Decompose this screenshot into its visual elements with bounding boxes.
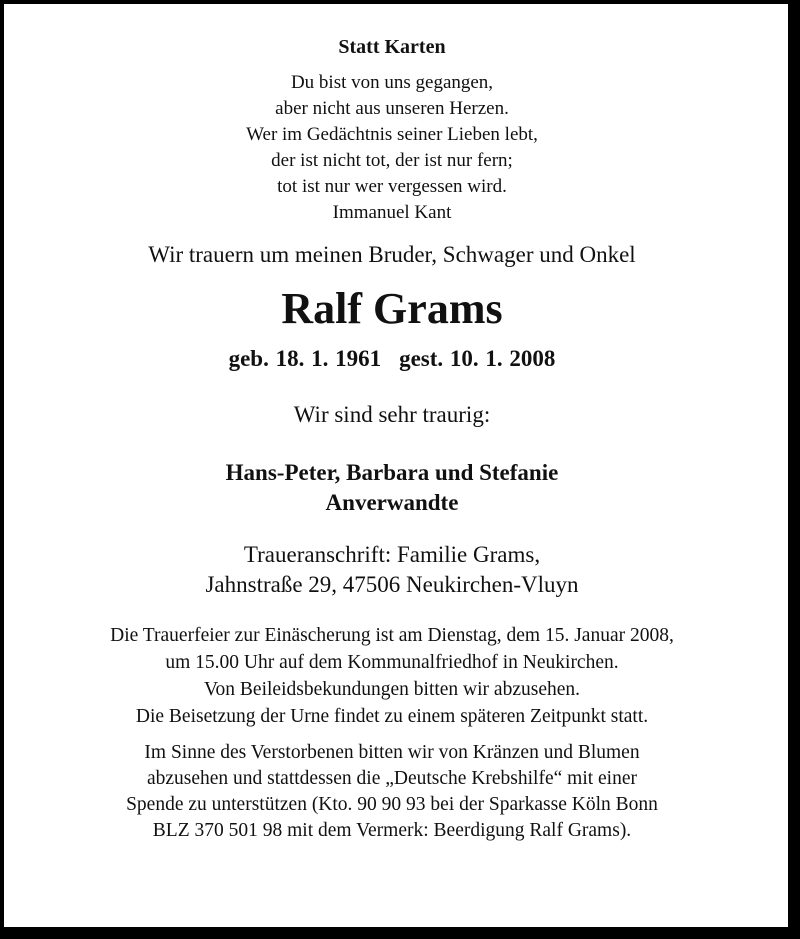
- death-date: gest. 10. 1. 2008: [399, 346, 556, 371]
- memorial-poem: [8, 70, 776, 226]
- donation-line: BLZ 370 501 98 mit dem Vermerk: Beerdigung Ralf Grams).: [152, 820, 632, 841]
- ceremony-line: Die Trauerfeier zur Einäscherung ist am Dienstag, dem 15. Januar 2008,: [110, 625, 674, 646]
- deceased-name-text: Ralf Grams: [281, 284, 503, 333]
- poem-line: der ist nicht tot, der ist nur fern;: [271, 150, 513, 171]
- poem-line: tot ist nur wer vergessen wird.: [277, 176, 507, 197]
- mourning-intro-text: Wir trauern um meinen Bruder, Schwager und Onkel: [148, 242, 636, 267]
- mourning-family: [8, 458, 776, 518]
- deceased-name: [8, 284, 776, 334]
- birth-date: geb. 18. 1. 1961: [228, 346, 382, 371]
- donation-line: Im Sinne des Verstorbenen bitten wir von Kränzen und Blumen: [144, 742, 640, 763]
- poem-author: Immanuel Kant: [332, 202, 452, 223]
- header-text: Statt Karten: [338, 36, 446, 58]
- donation-line: abzusehen und stattdessen die „Deutsche Krebshilfe“ mit einer: [146, 768, 638, 789]
- ceremony-line: Von Beileidsbekundungen bitten wir abzusehen.: [203, 679, 581, 700]
- family-names: Hans-Peter, Barbara und Stefanie: [225, 460, 559, 485]
- poem-line: aber nicht aus unseren Herzen.: [275, 98, 509, 119]
- family-relatives: Anverwandte: [325, 490, 459, 515]
- mourning-intro: [8, 240, 776, 270]
- ceremony-line: um 15.00 Uhr auf dem Kommunalfriedhof in Neukirchen.: [165, 652, 619, 673]
- address-line: Traueranschrift: Familie Grams,: [243, 542, 541, 567]
- poem-line: Wer im Gedächtnis seiner Lieben lebt,: [246, 124, 538, 145]
- sad-line-text: Wir sind sehr traurig:: [293, 402, 491, 427]
- notice-content: [8, 4, 776, 844]
- sad-line: [8, 400, 776, 430]
- ceremony-details: [8, 622, 776, 730]
- life-dates: [8, 344, 776, 374]
- mourning-address: [8, 540, 776, 600]
- address-line: Jahnstraße 29, 47506 Neukirchen-Vluyn: [205, 572, 579, 597]
- donation-request: [8, 740, 776, 844]
- ceremony-line: Die Beisetzung der Urne findet zu einem späteren Zeitpunkt statt.: [135, 706, 649, 727]
- poem-line: Du bist von uns gegangen,: [290, 72, 494, 93]
- notice-header: [8, 34, 776, 60]
- donation-line: Spende zu unterstützen (Kto. 90 90 93 bei der Sparkasse Köln Bonn: [126, 794, 658, 815]
